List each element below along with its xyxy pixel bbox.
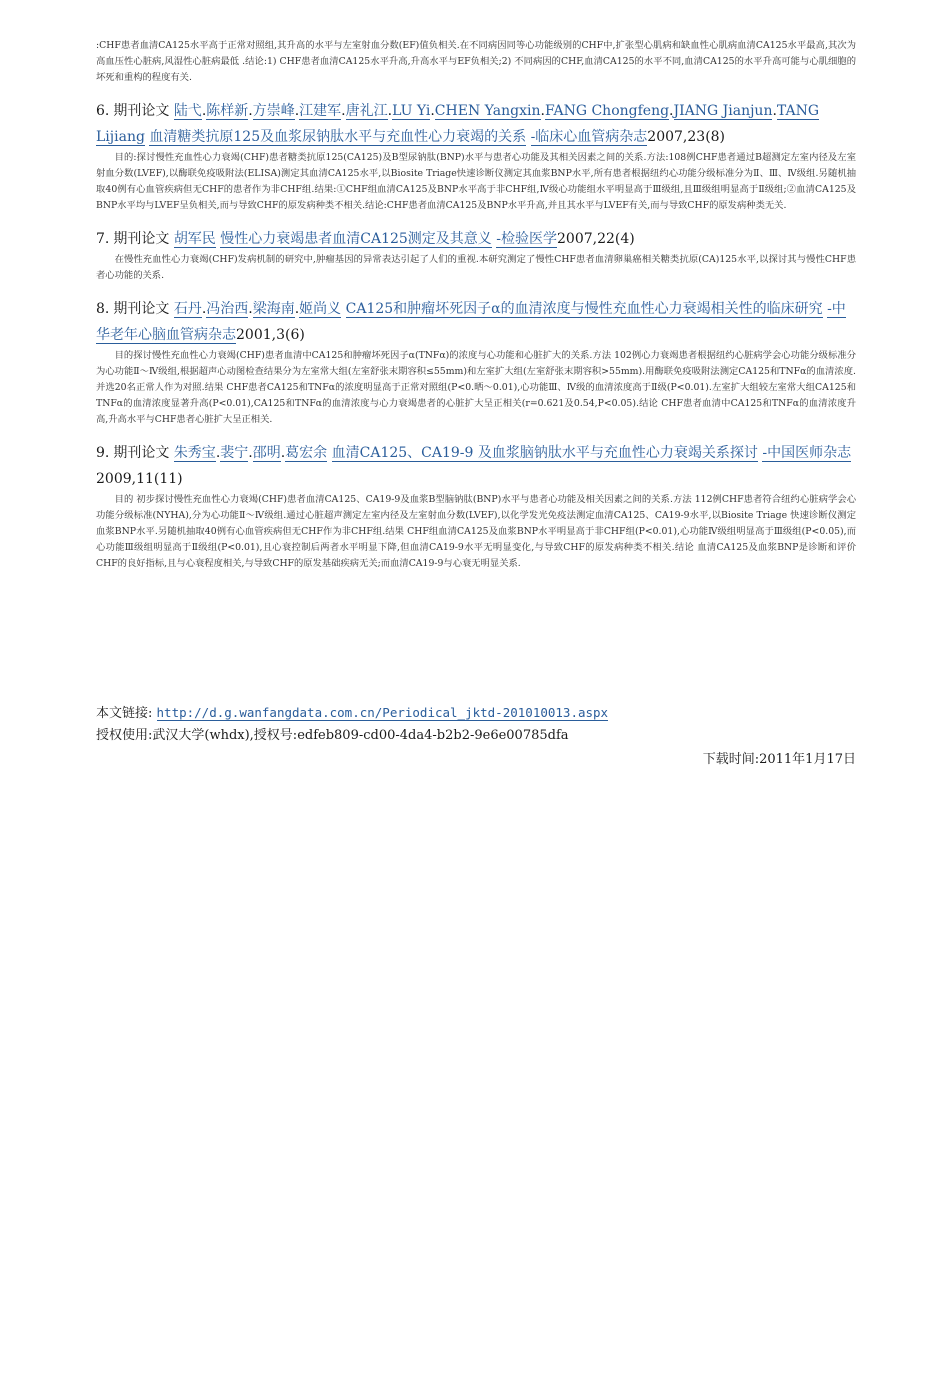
reference-heading: 8. 期刊论文 石丹.冯治西.梁海南.姬尚义 CA125和肿瘤坏死因子α的血清浓度与慢性充血性心力衰竭相关性的临床研究 -中华老年心脑血管病杂志2001,3(6) bbox=[96, 301, 846, 343]
author-link[interactable]: CHEN Yangxin bbox=[434, 103, 541, 119]
author-link[interactable]: 陈样新 bbox=[206, 103, 249, 119]
issue-info: 2009,11(11) bbox=[96, 471, 183, 487]
link-line bbox=[96, 702, 856, 725]
reference-number: 7. bbox=[96, 231, 110, 247]
reference-type: 期刊论文 bbox=[113, 103, 170, 119]
reference-list bbox=[96, 98, 856, 572]
author-link[interactable]: 邵明 bbox=[252, 445, 281, 461]
author-link[interactable]: 梁海南 bbox=[252, 301, 295, 317]
journal-link[interactable]: -检验医学 bbox=[496, 231, 557, 247]
top-abstract: :CHF患者血清CA125水平高于正常对照组,其升高的水平与左室射血分数(EF)值负相关.在不同病因同等心功能级别的CHF中,扩张型心肌病和缺血性心肌病血清CA125水平最高,其次为高血压性心脏病,风湿性心脏病最低 .结论:1) CHF患者血清CA125水平升高,升高水平与EF负相关;2) 不同病因的CHF,血清CA125的水平不同,血清CA125的水平升高可能与心肌细胞的坏死和重构的程度有关. bbox=[96, 40, 856, 83]
author-link[interactable]: 陆弋 bbox=[173, 103, 202, 119]
article-title-link[interactable]: CA125和肿瘤坏死因子α的血清浓度与慢性充血性心力衰竭相关性的临床研究 bbox=[345, 301, 823, 317]
reference-abstract: 目的 初步探讨慢性充血性心力衰竭(CHF)患者血清CA125、CA19-9及血浆B型脑钠肽(BNP)水平与患者心功能及相关因素之间的关系.方法 112例CHF患者符合纽约心脏病学会心功能分级标准(NYHA),分为心功能Ⅱ～Ⅳ级组.通过心脏超声测定左室内径及左室射血分数(LVEF),以化学发光免疫法测定血清CA125、CA19-9水平,以Biosite Triage 快速诊断仪测定血浆BNP水平.另随机抽取40例有心血管疾病但无CHF作为非CHF组.结果 CHF组血清CA125及血浆BNP水平明显高于非CHF组(P<0.01),心功能Ⅳ级组明显高于Ⅲ级组(P<0.05),而心功能Ⅲ级组明显高于Ⅱ级组(P<0.01),且心衰控制后两者水平明显下降,但血清CA19-9水平无明显变化,与导致CHF的原发病种类不相关.结论 血清CA125及血浆BNP是诊断和评价CHF的良好指标,且与心衰程度相关,与导致CHF的原发基础疾病无关;而血清CA19-9与心衰无明显关系. bbox=[96, 494, 856, 569]
authorization-line: 授权使用:武汉大学(whdx),授权号:edfeb809-cd00-4da4-b2b2-9e6e00785dfa bbox=[96, 728, 569, 743]
issue-info: 2007,22(4) bbox=[557, 231, 635, 247]
reference-heading: 6. 期刊论文 陆弋.陈样新.方崇峰.江建军.唐礼江.LU Yi.CHEN Yangxin.FANG Chongfeng.JIANG Jianjun.TANG Lijiang 血清糖类抗原125及血浆尿钠肽水平与充血性心力衰竭的关系 -临床心血管病杂志2007,23(8) bbox=[96, 103, 820, 145]
article-title-link[interactable]: 血清CA125、CA19-9 及血浆脑钠肽水平与充血性心力衰竭关系探讨 bbox=[331, 445, 758, 461]
reference-abstract: 在慢性充血性心力衰竭(CHF)发病机制的研究中,肿瘤基因的异常表达引起了人们的重视.本研究测定了慢性CHF患者血清卵巢癌相关糖类抗原(CA)125水平,以探讨其与慢性CHF患者心功能的关系. bbox=[96, 254, 856, 281]
download-time: 下载时间:2011年1月17日 bbox=[702, 752, 856, 767]
author-link[interactable]: 石丹 bbox=[173, 301, 202, 317]
reference-heading: 9. 期刊论文 朱秀宝.裴宁.邵明.葛宏余 血清CA125、CA19-9 及血浆脑钠肽水平与充血性心力衰竭关系探讨 -中国医师杂志2009,11(11) bbox=[96, 445, 852, 487]
author-link[interactable]: LU Yi bbox=[392, 103, 431, 119]
reference-type: 期刊论文 bbox=[113, 445, 170, 461]
author-link[interactable]: 姬尚义 bbox=[299, 301, 342, 317]
footer bbox=[96, 702, 856, 771]
author-link[interactable]: 方崇峰 bbox=[252, 103, 295, 119]
reference-abstract: 目的:探讨慢性充血性心力衰竭(CHF)患者糖类抗原125(CA125)及B型尿钠肽(BNP)水平与患者心功能及其相关因素之间的关系.方法:108例CHF患者通过B超测定左室内径及左室射血分数(LVEF),以酶联免疫吸附法(ELISA)测定其血清CA125水平,以Biosite Triage快速诊断仪测定其血浆BNP水平,所有患者根据纽约心功能分级标准分为Ⅱ、Ⅲ、Ⅳ级组.另随机抽取40例有心血管疾病但无CHF的患者作为非CHF组.结果:①CHF组血清CA125及BNP水平高于非CHF组,Ⅳ级心功能组水平明显高于Ⅲ级组,且Ⅲ级组明显高于Ⅱ级组;②血清CA125及BNP水平均与LVEF呈负相关,而与导致CHF的原发病种类不相关.结论:CHF患者血清CA125及BNP水平升高,并且其水平与LVEF有关,而与导致CHF的原发病种类无关. bbox=[96, 152, 856, 211]
author-link[interactable]: 朱秀宝 bbox=[173, 445, 216, 461]
article-link[interactable]: http://d.g.wanfangdata.com.cn/Periodical_jktd-201010013.aspx bbox=[156, 705, 609, 720]
reference-entry bbox=[96, 98, 856, 214]
reference-type: 期刊论文 bbox=[113, 231, 170, 247]
author-link[interactable]: 葛宏余 bbox=[285, 445, 328, 461]
reference-entry bbox=[96, 440, 856, 572]
journal-link[interactable]: -中国医师杂志 bbox=[762, 445, 852, 461]
issue-info: 2007,23(8) bbox=[647, 129, 726, 145]
author-link[interactable]: 唐礼江 bbox=[345, 103, 388, 119]
author-link[interactable]: 胡军民 bbox=[173, 231, 216, 247]
article-title-link[interactable]: 慢性心力衰竭患者血清CA125测定及其意义 bbox=[220, 231, 492, 247]
reference-entry bbox=[96, 226, 856, 284]
document-body bbox=[96, 38, 856, 572]
author-link[interactable]: JIANG Jianjun bbox=[673, 103, 773, 119]
author-link[interactable]: 江建军 bbox=[299, 103, 342, 119]
article-title-link[interactable]: 血清糖类抗原125及血浆尿钠肽水平与充血性心力衰竭的关系 bbox=[149, 129, 527, 145]
reference-entry bbox=[96, 296, 856, 428]
author-link[interactable]: 裴宁 bbox=[220, 445, 249, 461]
reference-type: 期刊论文 bbox=[113, 301, 170, 317]
issue-info: 2001,3(6) bbox=[236, 327, 305, 343]
journal-link[interactable]: -临床心血管病杂志 bbox=[530, 129, 648, 145]
author-link[interactable]: TANG Lijiang bbox=[96, 103, 820, 145]
author-link[interactable]: 冯治西 bbox=[206, 301, 249, 317]
reference-number: 6. bbox=[96, 103, 110, 119]
reference-number: 8. bbox=[96, 301, 110, 317]
reference-heading bbox=[96, 226, 856, 252]
reference-abstract: 目的探讨慢性充血性心力衰竭(CHF)患者血清中CA125和肿瘤坏死因子α(TNFα)的浓度与心功能和心脏扩大的关系.方法 102例心力衰竭患者根据纽约心脏病学会心功能分级标准分为心功能Ⅱ～Ⅳ级组,根据超声心动图检查结果分为左室常大组(左室舒张末期容积≤55mm)和左室扩大组(左室舒张末期容积>55mm).用酶联免疫吸附法测定CA125和TNFα的血清浓度.并选20名正常人作为对照.结果 CHF患者CA125和TNFα的浓度明显高于正常对照组(P<0.晒～0.01),心功能Ⅲ、Ⅳ级的血清浓度高于Ⅱ级(P<0.01).左室扩大组较左室常大组CA125和TNFα的血清浓度显著升高(P<0.01),CA125和TNFα的血清浓度与心力衰竭患者的心脏扩大呈正相关(r=0.621及0.54,P<0.05).结论 CHF患者血清中CA125和TNFα的血清浓度升高,升高水平与CHF患者心脏扩大呈正相关. bbox=[96, 350, 856, 425]
link-label: 本文链接: bbox=[96, 706, 153, 721]
journal-link[interactable]: -中华老年心脑血管病杂志 bbox=[96, 301, 846, 343]
author-link[interactable]: FANG Chongfeng bbox=[544, 103, 670, 119]
reference-number: 9. bbox=[96, 445, 110, 461]
